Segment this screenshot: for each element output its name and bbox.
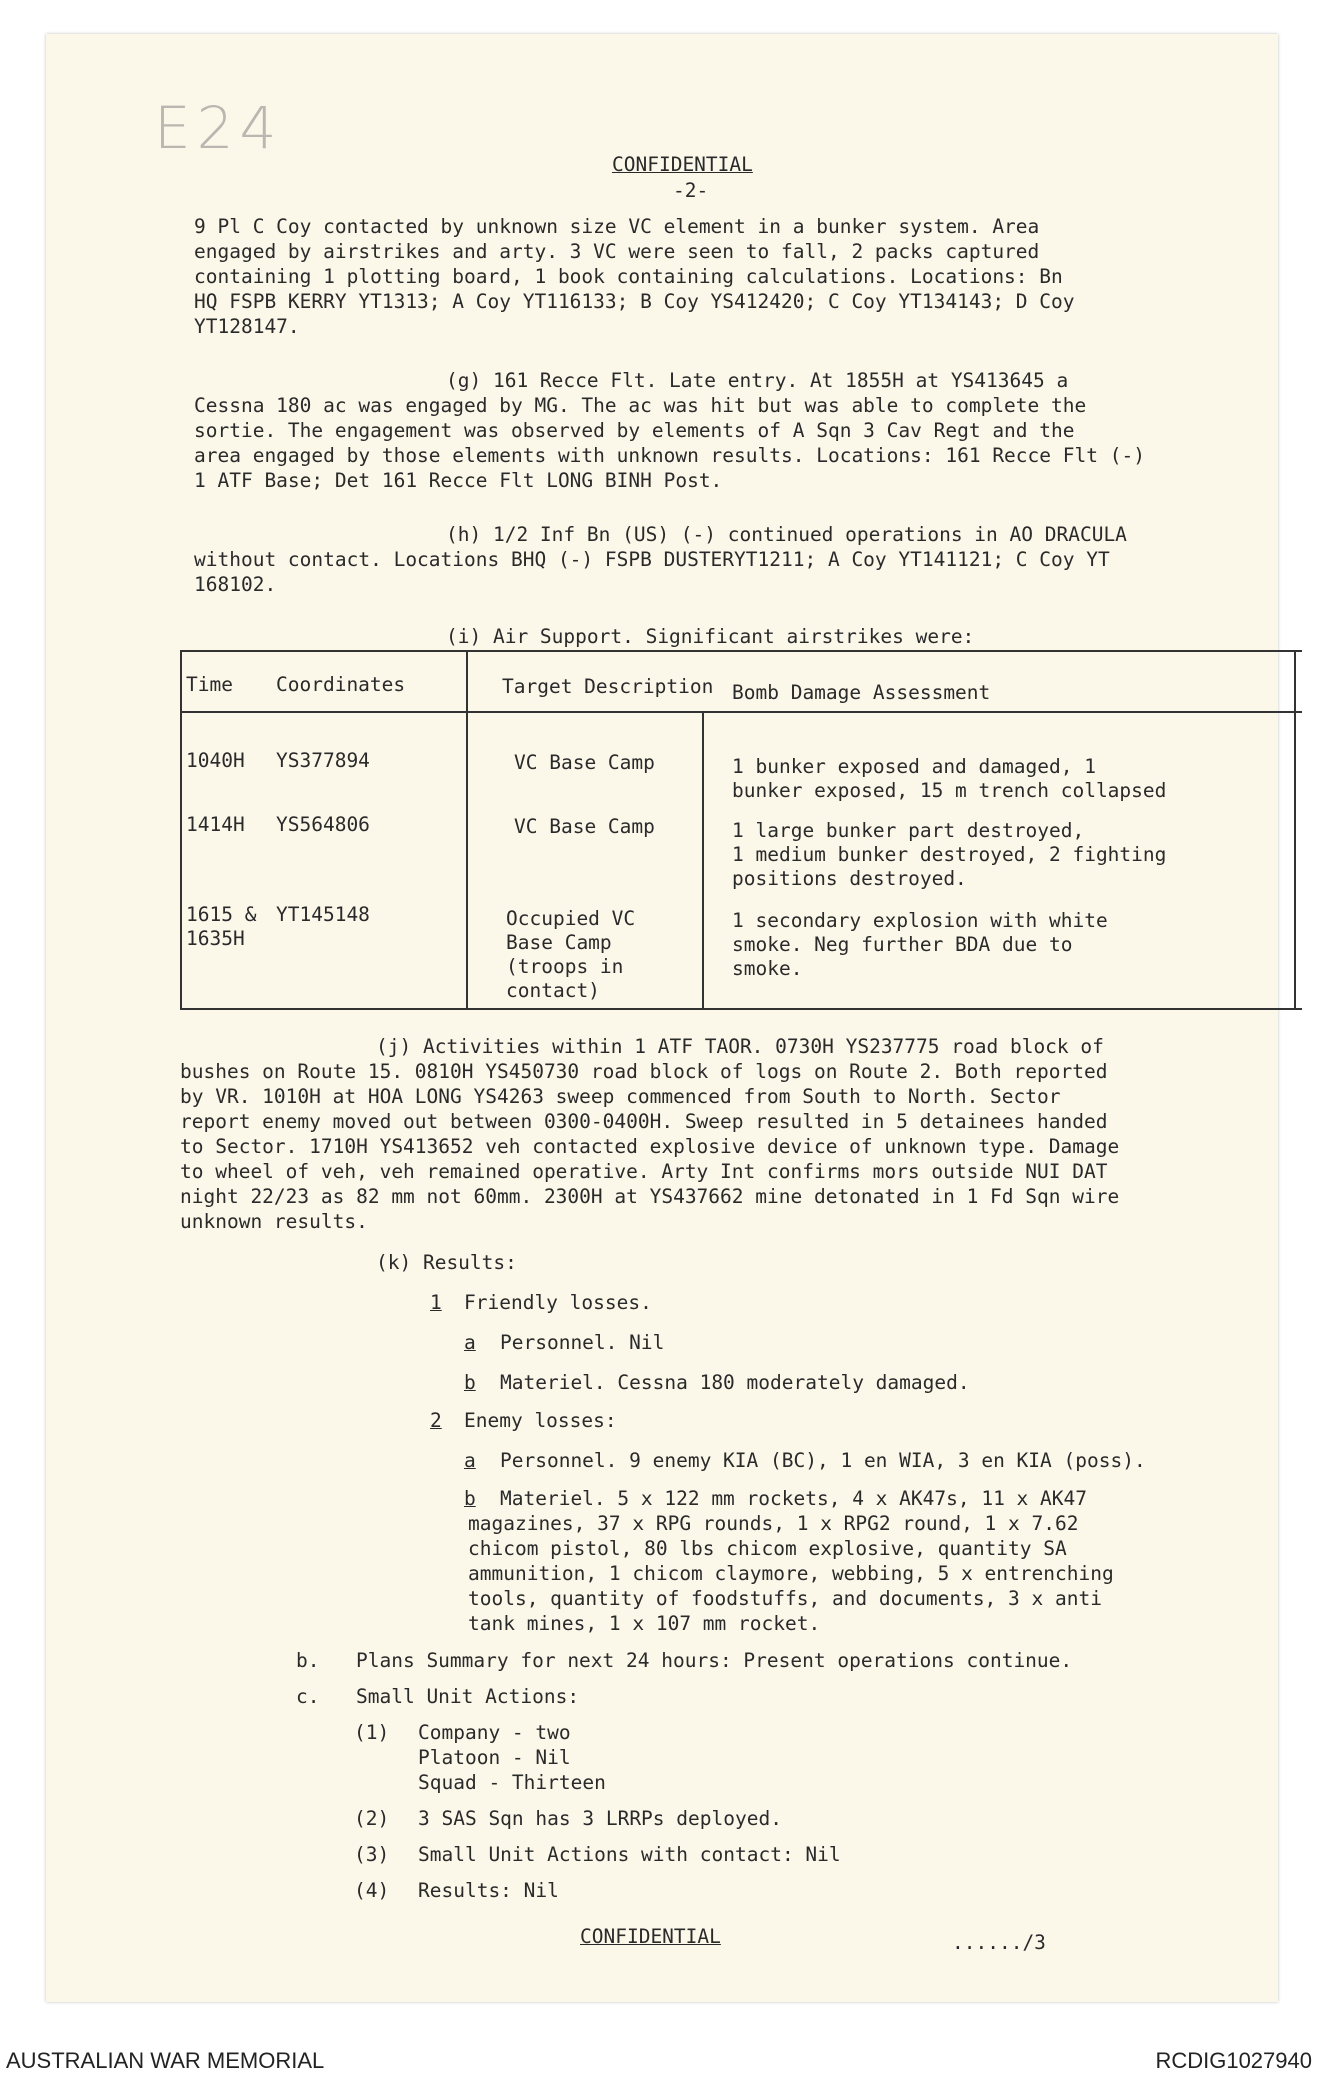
classification-header: CONFIDENTIAL [612, 153, 753, 176]
document-page [46, 34, 1278, 2002]
item-number: (1) [354, 1721, 390, 1744]
enemy-materiel-line: tank mines, 1 x 107 mm rocket. [468, 1612, 821, 1635]
text-line: 1 ATF Base; Det 161 Recce Flt LONG BINH Post. [194, 469, 723, 492]
plans-label: b. [296, 1649, 320, 1672]
text-line: containing 1 plotting board, 1 book containing calculations. Locations: Bn [194, 265, 1063, 288]
header-coordinates: Coordinates [276, 673, 406, 696]
cell-time: 1040H [186, 749, 245, 772]
text-line: YT128147. [194, 315, 300, 338]
text-line: sortie. The engagement was observed by elements of A Sqn 3 Cav Regt and the [194, 419, 1075, 442]
friendly-materiel-text: Materiel. Cessna 180 moderately damaged. [500, 1371, 970, 1394]
cell-coordinates: YS377894 [276, 749, 370, 772]
text-line: Cessna 180 ac was engaged by MG. The ac was hit but was able to complete the [194, 394, 1087, 417]
archive-institution: AUSTRALIAN WAR MEMORIAL [6, 2048, 325, 2073]
friendly-losses-title: Friendly losses. [464, 1291, 652, 1314]
cell-bda: bunker exposed, 15 m trench collapsed [732, 779, 1167, 802]
page-number: -2- [673, 179, 709, 202]
item-number: (2) [354, 1807, 390, 1830]
table-header-border [180, 711, 1302, 713]
text-line: 168102. [194, 573, 277, 596]
enemy-materiel-line: tools, quantity of foodstuffs, and documents, 3 x anti [468, 1587, 1102, 1610]
cell-bda: 1 bunker exposed and damaged, 1 [732, 755, 1096, 778]
header-bda: Bomb Damage Assessment [732, 681, 991, 704]
lrrp-text: 3 SAS Sqn has 3 LRRPs deployed. [418, 1807, 782, 1830]
item-number: (4) [354, 1879, 390, 1902]
cell-target: Occupied VC [506, 907, 636, 930]
results-text: Results: Nil [418, 1879, 559, 1902]
handwritten-mark: E24 [154, 94, 283, 162]
text-line: 9 Pl C Coy contacted by unknown size VC element in a bunker system. Area [194, 215, 1040, 238]
cell-time: 1635H [186, 927, 245, 950]
table-col-divider [466, 650, 468, 1010]
text-line: HQ FSPB KERRY YT1313; A Coy YT116133; B Coy YS412420; C Coy YT134143; D Coy [194, 290, 1075, 313]
header-time: Time [186, 673, 233, 696]
friendly-materiel-label: b [464, 1371, 476, 1394]
text-line: (g) 161 Recce Flt. Late entry. At 1855H at YS413645 a [446, 369, 1069, 392]
enemy-losses-number: 2 [430, 1409, 442, 1432]
contact-text: Small Unit Actions with contact: Nil [418, 1843, 841, 1866]
cell-bda: 1 medium bunker destroyed, 2 fighting [732, 843, 1167, 866]
small-unit-title: Small Unit Actions: [356, 1685, 580, 1708]
text-line: without contact. Locations BHQ (-) FSPB DUSTERYT1211; A Coy YT141121; C Coy YT [194, 548, 1110, 571]
text-line: unknown results. [180, 1210, 368, 1233]
small-unit-label: c. [296, 1685, 320, 1708]
table-bottom-border [180, 1008, 1302, 1010]
text-line: engaged by airstrikes and arty. 3 VC were seen to fall, 2 packs captured [194, 240, 1040, 263]
platoon-count: Platoon - Nil [418, 1746, 571, 1769]
item-number: (3) [354, 1843, 390, 1866]
enemy-materiel-line: ammunition, 1 chicom claymore, webbing, 5 x entrenching [468, 1562, 1114, 1585]
cell-target: VC Base Camp [514, 751, 655, 774]
text-line: bushes on Route 15. 0810H YS450730 road block of logs on Route 2. Both reported [180, 1060, 1108, 1083]
friendly-personnel-text: Personnel. Nil [500, 1331, 665, 1354]
plans-summary: Plans Summary for next 24 hours: Present operations continue. [356, 1649, 1073, 1672]
airstrikes-table [180, 650, 1302, 1012]
enemy-losses-title: Enemy losses: [464, 1409, 617, 1432]
cell-bda: 1 large bunker part destroyed, [732, 819, 1085, 842]
text-line: (j) Activities within 1 ATF TAOR. 0730H YS237775 road block of [376, 1035, 1104, 1058]
text-line: report enemy moved out between 0300-0400H. Sweep resulted in 5 detainees handed [180, 1110, 1108, 1133]
cell-bda: smoke. Neg further BDA due to [732, 933, 1073, 956]
table-top-border [180, 650, 1302, 652]
cell-bda: smoke. [732, 957, 803, 980]
text-line: to wheel of veh, veh remained operative. Arty Int confirms mors outside NUI DAT [180, 1160, 1108, 1183]
enemy-personnel-text: Personnel. 9 enemy KIA (BC), 1 en WIA, 3 en KIA (poss). [500, 1449, 1146, 1472]
results-label: (k) Results: [376, 1251, 517, 1274]
enemy-personnel-label: a [464, 1449, 476, 1472]
table-left-border [180, 650, 182, 1010]
cell-bda: positions destroyed. [732, 867, 967, 890]
cell-coordinates: YT145148 [276, 903, 370, 926]
next-page-marker: ....../3 [952, 1931, 1046, 1954]
classification-footer: CONFIDENTIAL [580, 1925, 721, 1948]
text-line: to Sector. 1710H YS413652 veh contacted explosive device of unknown type. Damage [180, 1135, 1120, 1158]
cell-target: Base Camp [506, 931, 612, 954]
squad-count: Squad - Thirteen [418, 1771, 606, 1794]
header-target: Target Description [502, 675, 714, 698]
cell-target: contact) [506, 979, 600, 1002]
cell-time: 1414H [186, 813, 245, 836]
friendly-personnel-label: a [464, 1331, 476, 1354]
enemy-materiel-line: magazines, 37 x RPG rounds, 1 x RPG2 round, 1 x 7.62 [468, 1512, 1079, 1535]
enemy-materiel-line: chicom pistol, 80 lbs chicom explosive, quantity SA [468, 1537, 1067, 1560]
table-col-divider [702, 712, 704, 1010]
friendly-losses-number: 1 [430, 1291, 442, 1314]
text-line: night 22/23 as 82 mm not 60mm. 2300H at YS437662 mine detonated in 1 Fd Sqn wire [180, 1185, 1120, 1208]
cell-coordinates: YS564806 [276, 813, 370, 836]
archive-catalogue-id: RCDIG1027940 [1155, 2048, 1312, 2073]
cell-bda: 1 secondary explosion with white [732, 909, 1108, 932]
text-line: by VR. 1010H at HOA LONG YS4263 sweep commenced from South to North. Sector [180, 1085, 1061, 1108]
paragraph-i: (i) Air Support. Significant airstrikes were: [446, 625, 975, 648]
text-line: area engaged by those elements with unknown results. Locations: 161 Recce Flt (-) [194, 444, 1145, 467]
text-line: (h) 1/2 Inf Bn (US) (-) continued operations in AO DRACULA [446, 523, 1127, 546]
cell-time: 1615 & [186, 903, 257, 926]
company-count: Company - two [418, 1721, 571, 1744]
cell-target: (troops in [506, 955, 624, 978]
table-right-border [1294, 650, 1296, 1010]
enemy-materiel-label: b [464, 1487, 476, 1510]
enemy-materiel-line: Materiel. 5 x 122 mm rockets, 4 x AK47s, 11 x AK47 [500, 1487, 1087, 1510]
cell-target: VC Base Camp [514, 815, 655, 838]
